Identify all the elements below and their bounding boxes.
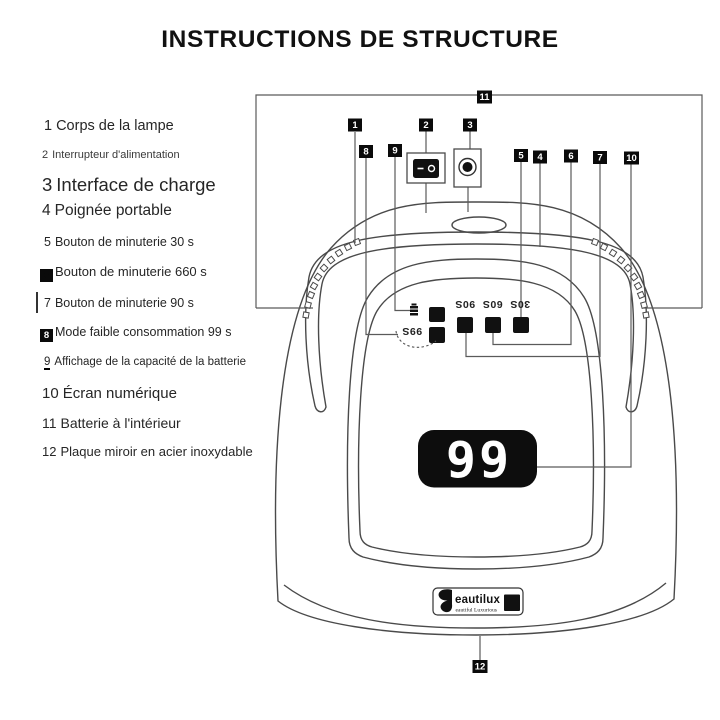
timer-90s-button xyxy=(457,317,473,333)
callout-line-8 xyxy=(366,158,398,335)
display-value: 99 xyxy=(445,431,513,489)
legend-num: 5 xyxy=(44,235,51,249)
brand-logo xyxy=(433,588,523,615)
callout-line-10 xyxy=(537,163,631,467)
page-title: INSTRUCTIONS DE STRUCTURE xyxy=(161,26,559,53)
callout-badge-6 xyxy=(564,150,578,163)
legend-label: Bouton de minuterie 30 s xyxy=(54,235,194,249)
svg-text:12: 12 xyxy=(474,661,486,673)
legend-label: Interface de charge xyxy=(56,174,216,195)
timer-60s-label: 60S xyxy=(482,298,503,310)
callout-badge-7 xyxy=(593,151,607,164)
legend-num: 12 xyxy=(42,444,57,459)
callout-badge-3 xyxy=(463,119,477,132)
low-power-99s-label: 99S xyxy=(401,325,423,337)
callout-badges xyxy=(348,91,639,674)
callout-badge-10 xyxy=(624,152,639,165)
low-power-99s-button xyxy=(429,327,445,343)
battery-indicator-button xyxy=(429,307,445,322)
logo-square-mark xyxy=(504,595,520,612)
timer-90s-label: 90S xyxy=(454,298,476,310)
legend-label: Mode faible consommation 99 s xyxy=(55,325,232,339)
callout-badge-12 xyxy=(473,660,488,673)
legend-label: Batterie à l'intérieur xyxy=(60,415,181,431)
legend-label: Corps de la lampe xyxy=(56,118,174,134)
callout-badge-11 xyxy=(477,91,492,104)
legend-label: Plaque miroir en acier inoxydable xyxy=(60,444,253,459)
svg-text:2: 2 xyxy=(423,120,429,131)
svg-text:1: 1 xyxy=(352,120,358,131)
timer-30s-label: 30S xyxy=(509,298,531,310)
callout-line-6 xyxy=(493,162,571,345)
legend-label: Écran numérique xyxy=(62,385,177,402)
legend-num-badge: 8 xyxy=(40,329,53,342)
legend-label: Interrupteur d'alimentation xyxy=(52,149,180,161)
charging-port xyxy=(454,149,481,187)
svg-text:8: 8 xyxy=(363,146,369,158)
legend-num: 7 xyxy=(44,296,51,310)
logo-tagline-text: eautiful Luxurious xyxy=(455,607,497,614)
lamp-body-outline xyxy=(276,202,677,635)
legend-num: 10 xyxy=(42,385,59,402)
legend-label: Affichage de la capacité de la batterie xyxy=(54,356,246,368)
svg-text:3: 3 xyxy=(467,120,473,131)
legend-num-badge: 6 xyxy=(40,269,53,282)
svg-text:6: 6 xyxy=(568,151,574,162)
svg-text:11: 11 xyxy=(479,92,490,103)
legend-num: 4 xyxy=(42,202,51,219)
callout-badge-8 xyxy=(359,145,373,158)
legend-num: 1 xyxy=(44,118,53,134)
timer-60s-button xyxy=(485,317,501,333)
svg-text:5: 5 xyxy=(518,150,524,162)
svg-text:10: 10 xyxy=(626,153,637,164)
digital-display xyxy=(418,430,537,489)
legend-label: Bouton de minuterie 90 s xyxy=(54,296,194,310)
legend-num: 11 xyxy=(42,415,57,431)
svg-text:7: 7 xyxy=(597,152,603,164)
logo-brand-text: eautilux xyxy=(455,594,501,606)
cavity-inner-outline xyxy=(359,278,594,557)
battery-capacity-icon xyxy=(410,304,418,316)
legend-num: 2 xyxy=(42,149,49,161)
legend-num: 9 xyxy=(44,356,51,368)
legend-num: 3 xyxy=(42,174,53,195)
charging-port-pin xyxy=(463,162,473,172)
handle-indent xyxy=(452,217,506,233)
callout-badge-1 xyxy=(348,119,362,132)
power-switch xyxy=(407,153,445,183)
callout-badge-5 xyxy=(514,149,528,162)
legend-label: Poignée portable xyxy=(54,202,172,219)
legend-label: Bouton de minuterie 660 s xyxy=(55,264,207,279)
callout-badge-4 xyxy=(533,151,547,164)
callout-badge-9 xyxy=(388,144,402,157)
svg-text:9: 9 xyxy=(392,145,398,157)
callout-badge-2 xyxy=(419,119,433,132)
svg-text:4: 4 xyxy=(537,152,543,163)
timer-30s-button xyxy=(513,317,529,333)
